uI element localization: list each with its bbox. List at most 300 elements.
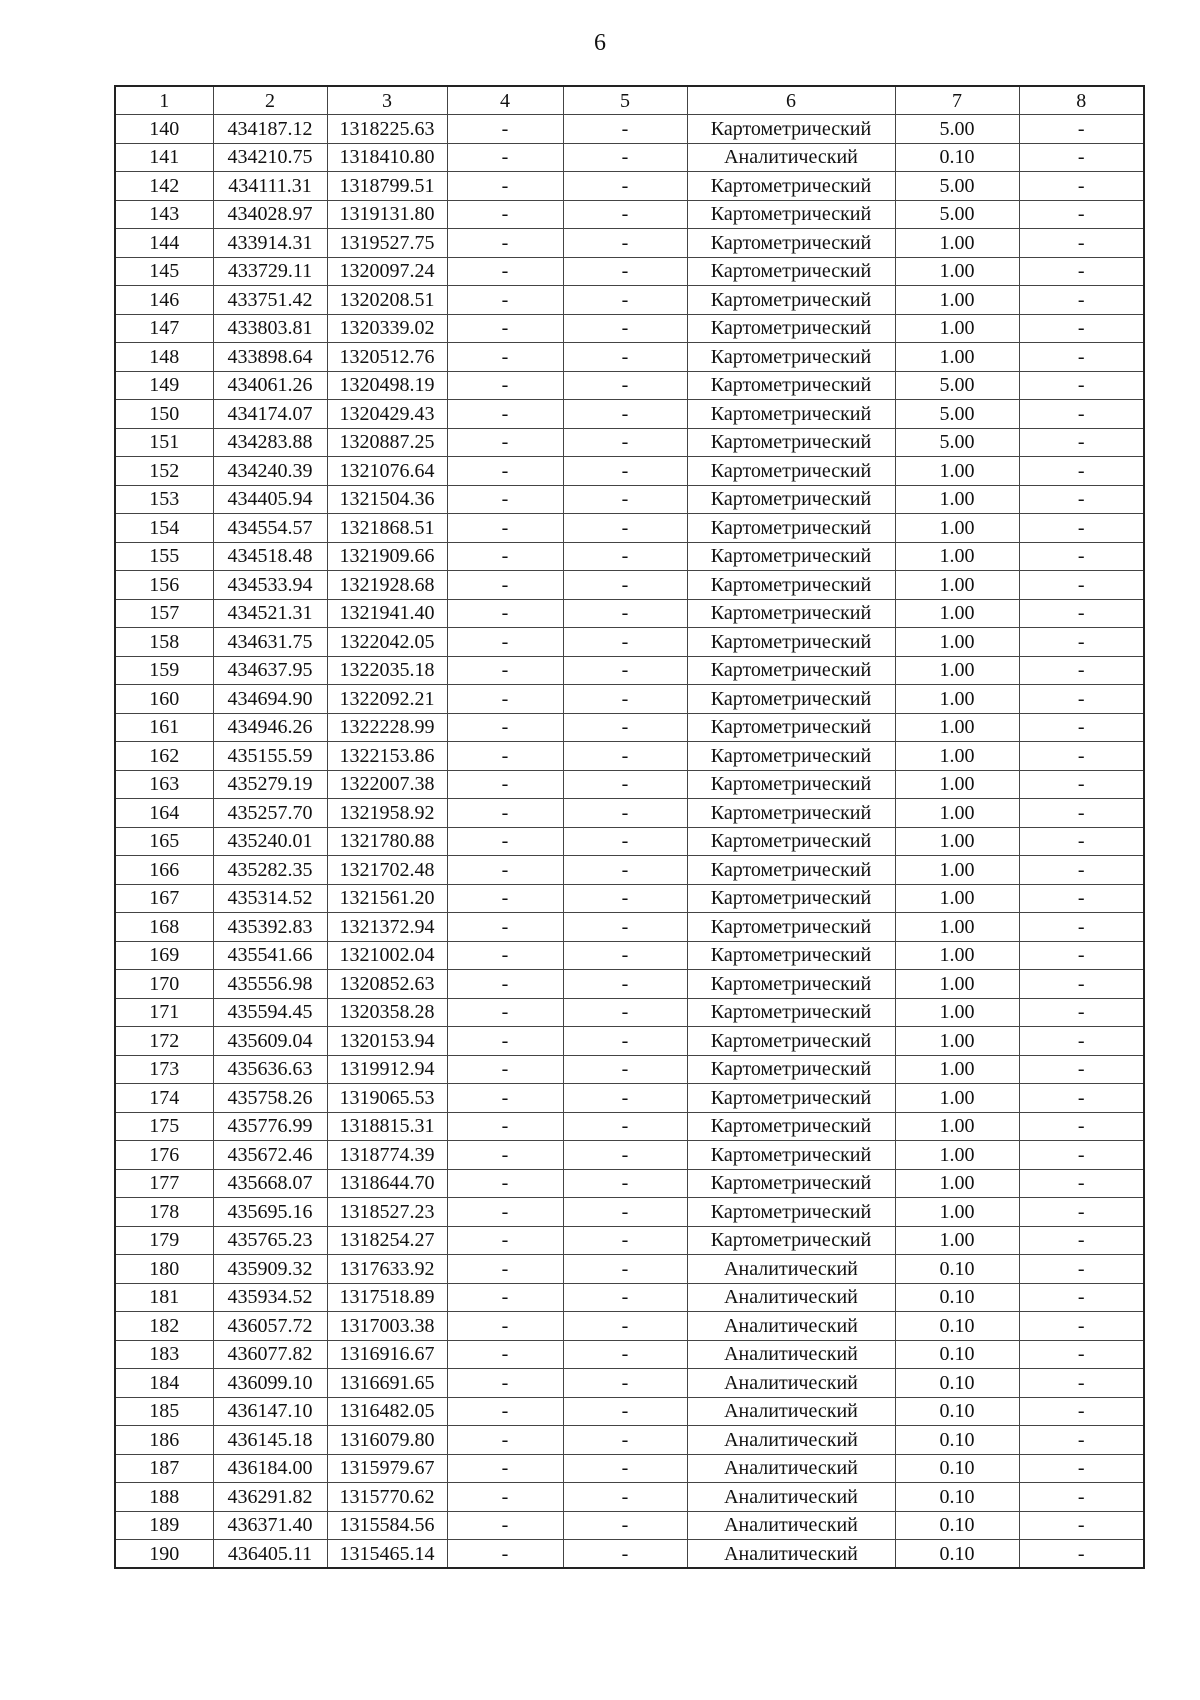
- table-cell-col-8: -: [1019, 1055, 1144, 1084]
- table-row: [115, 941, 1144, 970]
- table-cell-col-2: 436147.10: [213, 1397, 327, 1426]
- table-cell-col-1: 151: [115, 428, 213, 457]
- table-cell-col-2: 434405.94: [213, 485, 327, 514]
- table-row: [115, 1283, 1144, 1312]
- table-cell-col-3: 1320852.63: [327, 970, 447, 999]
- column-header-2: 2: [213, 86, 327, 115]
- table-row: [115, 827, 1144, 856]
- table-cell-col-4: -: [447, 172, 563, 201]
- table-cell-col-8: -: [1019, 685, 1144, 714]
- table-cell-col-2: 435594.45: [213, 998, 327, 1027]
- table-cell-col-8: -: [1019, 1084, 1144, 1113]
- table-cell-col-5: -: [563, 371, 687, 400]
- table-cell-col-8: -: [1019, 941, 1144, 970]
- table-cell-col-3: 1321702.48: [327, 856, 447, 885]
- table-row: [115, 884, 1144, 913]
- table-cell-col-4: -: [447, 1454, 563, 1483]
- table-cell-col-7: 1.00: [895, 1084, 1019, 1113]
- table-cell-col-8: -: [1019, 1540, 1144, 1569]
- table-cell-col-4: -: [447, 770, 563, 799]
- table-cell-col-8: -: [1019, 1226, 1144, 1255]
- table-cell-col-3: 1317518.89: [327, 1283, 447, 1312]
- table-cell-col-1: 145: [115, 257, 213, 286]
- table-cell-col-3: 1318225.63: [327, 115, 447, 144]
- table-cell-col-8: -: [1019, 485, 1144, 514]
- column-header-4: 4: [447, 86, 563, 115]
- table-cell-col-5: -: [563, 1198, 687, 1227]
- table-cell-col-5: -: [563, 1483, 687, 1512]
- table-cell-col-7: 1.00: [895, 770, 1019, 799]
- table-row: [115, 257, 1144, 286]
- table-row: [115, 1027, 1144, 1056]
- table-cell-col-3: 1318254.27: [327, 1226, 447, 1255]
- table-cell-col-2: 435695.16: [213, 1198, 327, 1227]
- table-cell-col-7: 0.10: [895, 143, 1019, 172]
- table-cell-col-1: 175: [115, 1112, 213, 1141]
- table-cell-col-7: 1.00: [895, 1055, 1019, 1084]
- table-cell-col-8: -: [1019, 314, 1144, 343]
- table-cell-col-2: 435392.83: [213, 913, 327, 942]
- table-cell-col-3: 1320498.19: [327, 371, 447, 400]
- table-cell-col-4: -: [447, 400, 563, 429]
- table-cell-col-3: 1322228.99: [327, 713, 447, 742]
- table-cell-col-5: -: [563, 742, 687, 771]
- table-cell-col-5: -: [563, 827, 687, 856]
- table-cell-col-1: 168: [115, 913, 213, 942]
- table-cell-col-5: -: [563, 1283, 687, 1312]
- table-cell-col-4: -: [447, 514, 563, 543]
- table-cell-col-4: -: [447, 827, 563, 856]
- table-cell-col-6: Аналитический: [687, 1283, 895, 1312]
- table-cell-col-3: 1322007.38: [327, 770, 447, 799]
- table-cell-col-7: 1.00: [895, 1169, 1019, 1198]
- table-cell-col-5: -: [563, 1055, 687, 1084]
- table-row: [115, 1198, 1144, 1227]
- table-cell-col-8: -: [1019, 257, 1144, 286]
- table-cell-col-5: -: [563, 571, 687, 600]
- table-cell-col-7: 0.10: [895, 1426, 1019, 1455]
- table-cell-col-6: Аналитический: [687, 1255, 895, 1284]
- table-cell-col-8: -: [1019, 115, 1144, 144]
- table-cell-col-2: 436405.11: [213, 1540, 327, 1569]
- table-cell-col-1: 177: [115, 1169, 213, 1198]
- table-cell-col-5: -: [563, 856, 687, 885]
- table-header: [115, 86, 1144, 115]
- table-row: [115, 314, 1144, 343]
- table-cell-col-1: 156: [115, 571, 213, 600]
- table-cell-col-6: Картометрический: [687, 514, 895, 543]
- table-row: [115, 115, 1144, 144]
- table-cell-col-7: 1.00: [895, 542, 1019, 571]
- table-cell-col-2: 434187.12: [213, 115, 327, 144]
- table-row: [115, 1540, 1144, 1569]
- table-cell-col-8: -: [1019, 1454, 1144, 1483]
- table-cell-col-4: -: [447, 742, 563, 771]
- table-cell-col-3: 1318815.31: [327, 1112, 447, 1141]
- table-cell-col-1: 167: [115, 884, 213, 913]
- table-cell-col-6: Аналитический: [687, 1397, 895, 1426]
- table-cell-col-8: -: [1019, 1027, 1144, 1056]
- table-body: [115, 115, 1144, 1569]
- table-cell-col-3: 1321561.20: [327, 884, 447, 913]
- table-cell-col-1: 170: [115, 970, 213, 999]
- table-cell-col-1: 178: [115, 1198, 213, 1227]
- header-row: [115, 86, 1144, 115]
- table-cell-col-4: -: [447, 1255, 563, 1284]
- table-cell-col-5: -: [563, 485, 687, 514]
- table-cell-col-7: 1.00: [895, 1226, 1019, 1255]
- table-cell-col-8: -: [1019, 1169, 1144, 1198]
- table-cell-col-1: 161: [115, 713, 213, 742]
- table-cell-col-6: Аналитический: [687, 1483, 895, 1512]
- table-row: [115, 1454, 1144, 1483]
- table-cell-col-2: 434518.48: [213, 542, 327, 571]
- table-cell-col-4: -: [447, 1426, 563, 1455]
- table-cell-col-3: 1315584.56: [327, 1511, 447, 1540]
- table-row: [115, 143, 1144, 172]
- table-cell-col-2: 434521.31: [213, 599, 327, 628]
- table-cell-col-8: -: [1019, 770, 1144, 799]
- table-cell-col-7: 0.10: [895, 1255, 1019, 1284]
- table-cell-col-1: 158: [115, 628, 213, 657]
- table-row: [115, 371, 1144, 400]
- table-cell-col-7: 5.00: [895, 115, 1019, 144]
- table-cell-col-8: -: [1019, 229, 1144, 258]
- table-cell-col-1: 150: [115, 400, 213, 429]
- table-cell-col-7: 1.00: [895, 343, 1019, 372]
- table-cell-col-2: 436184.00: [213, 1454, 327, 1483]
- table-cell-col-8: -: [1019, 343, 1144, 372]
- table-cell-col-2: 435282.35: [213, 856, 327, 885]
- table-cell-col-7: 1.00: [895, 628, 1019, 657]
- table-cell-col-3: 1317003.38: [327, 1312, 447, 1341]
- table-cell-col-1: 179: [115, 1226, 213, 1255]
- table-cell-col-6: Аналитический: [687, 1369, 895, 1398]
- table-cell-col-5: -: [563, 1169, 687, 1198]
- table-cell-col-1: 187: [115, 1454, 213, 1483]
- table-cell-col-5: -: [563, 998, 687, 1027]
- table-cell-col-7: 1.00: [895, 1198, 1019, 1227]
- table-cell-col-8: -: [1019, 1426, 1144, 1455]
- table-cell-col-8: -: [1019, 514, 1144, 543]
- table-cell-col-6: Картометрический: [687, 1226, 895, 1255]
- table-cell-col-5: -: [563, 115, 687, 144]
- table-cell-col-2: 436145.18: [213, 1426, 327, 1455]
- table-cell-col-8: -: [1019, 143, 1144, 172]
- table-cell-col-3: 1322042.05: [327, 628, 447, 657]
- table-cell-col-4: -: [447, 314, 563, 343]
- table-cell-col-5: -: [563, 941, 687, 970]
- column-header-8: 8: [1019, 86, 1144, 115]
- table-cell-col-6: Картометрический: [687, 257, 895, 286]
- table-cell-col-4: -: [447, 1540, 563, 1569]
- table-cell-col-7: 1.00: [895, 970, 1019, 999]
- table-cell-col-8: -: [1019, 856, 1144, 885]
- table-cell-col-2: 433729.11: [213, 257, 327, 286]
- table-cell-col-5: -: [563, 1312, 687, 1341]
- table-cell-col-4: -: [447, 656, 563, 685]
- table-row: [115, 571, 1144, 600]
- table-cell-col-3: 1315770.62: [327, 1483, 447, 1512]
- table-cell-col-3: 1321372.94: [327, 913, 447, 942]
- table-cell-col-7: 0.10: [895, 1540, 1019, 1569]
- table-cell-col-8: -: [1019, 571, 1144, 600]
- table-cell-col-3: 1320153.94: [327, 1027, 447, 1056]
- table-cell-col-6: Аналитический: [687, 1540, 895, 1569]
- table-cell-col-8: -: [1019, 371, 1144, 400]
- table-cell-col-6: Аналитический: [687, 1511, 895, 1540]
- table-cell-col-1: 169: [115, 941, 213, 970]
- table-cell-col-6: Картометрический: [687, 827, 895, 856]
- table-cell-col-8: -: [1019, 599, 1144, 628]
- table-cell-col-6: Картометрический: [687, 856, 895, 885]
- table-cell-col-3: 1321780.88: [327, 827, 447, 856]
- table-cell-col-5: -: [563, 1454, 687, 1483]
- table-row: [115, 970, 1144, 999]
- table-cell-col-7: 1.00: [895, 713, 1019, 742]
- table-cell-col-4: -: [447, 1312, 563, 1341]
- table-cell-col-8: -: [1019, 1112, 1144, 1141]
- table-cell-col-5: -: [563, 229, 687, 258]
- table-cell-col-2: 436077.82: [213, 1340, 327, 1369]
- table-cell-col-2: 435257.70: [213, 799, 327, 828]
- table-cell-col-6: Картометрический: [687, 172, 895, 201]
- table-cell-col-2: 435765.23: [213, 1226, 327, 1255]
- table-row: [115, 400, 1144, 429]
- table-cell-col-3: 1316916.67: [327, 1340, 447, 1369]
- table-cell-col-8: -: [1019, 970, 1144, 999]
- table-cell-col-3: 1321928.68: [327, 571, 447, 600]
- table-cell-col-3: 1316079.80: [327, 1426, 447, 1455]
- table-row: [115, 628, 1144, 657]
- table-cell-col-1: 188: [115, 1483, 213, 1512]
- table-cell-col-3: 1318644.70: [327, 1169, 447, 1198]
- table-cell-col-2: 435240.01: [213, 827, 327, 856]
- table-cell-col-7: 1.00: [895, 485, 1019, 514]
- table-row: [115, 229, 1144, 258]
- table-cell-col-6: Картометрический: [687, 1055, 895, 1084]
- table-cell-col-2: 436099.10: [213, 1369, 327, 1398]
- table-cell-col-4: -: [447, 1369, 563, 1398]
- table-cell-col-7: 5.00: [895, 400, 1019, 429]
- table-cell-col-6: Картометрический: [687, 1027, 895, 1056]
- table-row: [115, 172, 1144, 201]
- table-cell-col-3: 1317633.92: [327, 1255, 447, 1284]
- table-cell-col-1: 153: [115, 485, 213, 514]
- table-cell-col-8: -: [1019, 1283, 1144, 1312]
- table-cell-col-3: 1319912.94: [327, 1055, 447, 1084]
- table-row: [115, 343, 1144, 372]
- table-cell-col-4: -: [447, 200, 563, 229]
- table-cell-col-3: 1322035.18: [327, 656, 447, 685]
- table-cell-col-4: -: [447, 1055, 563, 1084]
- table-cell-col-6: Картометрический: [687, 884, 895, 913]
- table-row: [115, 1483, 1144, 1512]
- table-cell-col-8: -: [1019, 1483, 1144, 1512]
- table-cell-col-7: 0.10: [895, 1454, 1019, 1483]
- table-cell-col-4: -: [447, 599, 563, 628]
- table-cell-col-7: 1.00: [895, 514, 1019, 543]
- table-cell-col-3: 1318527.23: [327, 1198, 447, 1227]
- table-cell-col-3: 1322153.86: [327, 742, 447, 771]
- table-cell-col-1: 184: [115, 1369, 213, 1398]
- table-cell-col-7: 5.00: [895, 172, 1019, 201]
- table-cell-col-6: Картометрический: [687, 485, 895, 514]
- table-cell-col-2: 433803.81: [213, 314, 327, 343]
- table-cell-col-1: 159: [115, 656, 213, 685]
- table-cell-col-2: 436057.72: [213, 1312, 327, 1341]
- table-row: [115, 1255, 1144, 1284]
- table-cell-col-1: 155: [115, 542, 213, 571]
- table-cell-col-5: -: [563, 685, 687, 714]
- table-row: [115, 1369, 1144, 1398]
- table-cell-col-2: 434111.31: [213, 172, 327, 201]
- table-cell-col-2: 433898.64: [213, 343, 327, 372]
- table-cell-col-3: 1321958.92: [327, 799, 447, 828]
- table-cell-col-6: Картометрический: [687, 1141, 895, 1170]
- table-cell-col-8: -: [1019, 656, 1144, 685]
- table-cell-col-7: 1.00: [895, 913, 1019, 942]
- table-cell-col-8: -: [1019, 457, 1144, 486]
- table-cell-col-6: Аналитический: [687, 1426, 895, 1455]
- table-cell-col-5: -: [563, 542, 687, 571]
- table-cell-col-8: -: [1019, 1511, 1144, 1540]
- table-cell-col-6: Аналитический: [687, 1312, 895, 1341]
- table-cell-col-7: 1.00: [895, 314, 1019, 343]
- table-cell-col-5: -: [563, 257, 687, 286]
- table-cell-col-4: -: [447, 1511, 563, 1540]
- table-row: [115, 685, 1144, 714]
- table-cell-col-4: -: [447, 1283, 563, 1312]
- table-cell-col-4: -: [447, 143, 563, 172]
- table-cell-col-6: Аналитический: [687, 1454, 895, 1483]
- table-cell-col-4: -: [447, 286, 563, 315]
- table-cell-col-4: -: [447, 799, 563, 828]
- table-cell-col-3: 1316482.05: [327, 1397, 447, 1426]
- table-cell-col-7: 0.10: [895, 1369, 1019, 1398]
- table-cell-col-8: -: [1019, 428, 1144, 457]
- table-cell-col-3: 1320097.24: [327, 257, 447, 286]
- table-cell-col-4: -: [447, 1483, 563, 1512]
- table-cell-col-3: 1315979.67: [327, 1454, 447, 1483]
- table-cell-col-4: -: [447, 371, 563, 400]
- table-cell-col-1: 173: [115, 1055, 213, 1084]
- table-cell-col-4: -: [447, 457, 563, 486]
- table-cell-col-6: Картометрический: [687, 400, 895, 429]
- table-cell-col-8: -: [1019, 172, 1144, 201]
- table-cell-col-7: 1.00: [895, 941, 1019, 970]
- table-cell-col-1: 165: [115, 827, 213, 856]
- table-cell-col-6: Картометрический: [687, 428, 895, 457]
- table-row: [115, 542, 1144, 571]
- table-row: [115, 1426, 1144, 1455]
- table-row: [115, 1226, 1144, 1255]
- column-header-7: 7: [895, 86, 1019, 115]
- table-cell-col-1: 143: [115, 200, 213, 229]
- table-cell-col-4: -: [447, 941, 563, 970]
- table-cell-col-1: 140: [115, 115, 213, 144]
- table-cell-col-5: -: [563, 457, 687, 486]
- table-cell-col-2: 435609.04: [213, 1027, 327, 1056]
- table-cell-col-3: 1321868.51: [327, 514, 447, 543]
- table-cell-col-2: 434240.39: [213, 457, 327, 486]
- table-cell-col-4: -: [447, 628, 563, 657]
- table-cell-col-4: -: [447, 229, 563, 258]
- table-cell-col-4: -: [447, 485, 563, 514]
- table-cell-col-5: -: [563, 1084, 687, 1113]
- coordinates-table: [114, 85, 1145, 1569]
- table-cell-col-3: 1321504.36: [327, 485, 447, 514]
- table-cell-col-6: Картометрический: [687, 998, 895, 1027]
- table-cell-col-7: 5.00: [895, 371, 1019, 400]
- table-cell-col-1: 189: [115, 1511, 213, 1540]
- table-cell-col-6: Картометрический: [687, 542, 895, 571]
- table-row: [115, 998, 1144, 1027]
- table-cell-col-1: 147: [115, 314, 213, 343]
- table-cell-col-6: Картометрический: [687, 457, 895, 486]
- table-cell-col-1: 154: [115, 514, 213, 543]
- table-cell-col-6: Картометрический: [687, 799, 895, 828]
- table-cell-col-4: -: [447, 1169, 563, 1198]
- table-cell-col-3: 1319527.75: [327, 229, 447, 258]
- column-header-3: 3: [327, 86, 447, 115]
- table-cell-col-5: -: [563, 1540, 687, 1569]
- table-cell-col-1: 144: [115, 229, 213, 258]
- table-cell-col-6: Картометрический: [687, 571, 895, 600]
- table-cell-col-2: 434631.75: [213, 628, 327, 657]
- table-cell-col-6: Картометрический: [687, 1198, 895, 1227]
- table-cell-col-2: 434694.90: [213, 685, 327, 714]
- table-row: [115, 1112, 1144, 1141]
- table-cell-col-3: 1319131.80: [327, 200, 447, 229]
- table-row: [115, 713, 1144, 742]
- table-cell-col-3: 1318410.80: [327, 143, 447, 172]
- table-cell-col-2: 435314.52: [213, 884, 327, 913]
- table-cell-col-1: 171: [115, 998, 213, 1027]
- table-cell-col-5: -: [563, 1340, 687, 1369]
- table-cell-col-3: 1320887.25: [327, 428, 447, 457]
- table-cell-col-1: 148: [115, 343, 213, 372]
- table-cell-col-5: -: [563, 514, 687, 543]
- table-cell-col-2: 434637.95: [213, 656, 327, 685]
- table-row: [115, 856, 1144, 885]
- table-cell-col-6: Картометрический: [687, 314, 895, 343]
- table-cell-col-8: -: [1019, 884, 1144, 913]
- table-cell-col-4: -: [447, 257, 563, 286]
- table-cell-col-4: -: [447, 571, 563, 600]
- table-cell-col-7: 0.10: [895, 1483, 1019, 1512]
- table-cell-col-2: 434283.88: [213, 428, 327, 457]
- table-cell-col-7: 1.00: [895, 685, 1019, 714]
- table-cell-col-2: 436371.40: [213, 1511, 327, 1540]
- table-cell-col-3: 1321909.66: [327, 542, 447, 571]
- table-cell-col-1: 166: [115, 856, 213, 885]
- table-cell-col-6: Картометрический: [687, 685, 895, 714]
- table-cell-col-5: -: [563, 1426, 687, 1455]
- table-cell-col-7: 1.00: [895, 1141, 1019, 1170]
- table-row: [115, 1055, 1144, 1084]
- table-cell-col-8: -: [1019, 286, 1144, 315]
- table-cell-col-4: -: [447, 970, 563, 999]
- table-cell-col-2: 433751.42: [213, 286, 327, 315]
- table-cell-col-7: 1.00: [895, 827, 1019, 856]
- table-row: [115, 770, 1144, 799]
- table-cell-col-8: -: [1019, 1312, 1144, 1341]
- table-cell-col-7: 5.00: [895, 428, 1019, 457]
- table-cell-col-1: 160: [115, 685, 213, 714]
- table-row: [115, 200, 1144, 229]
- column-header-1: 1: [115, 86, 213, 115]
